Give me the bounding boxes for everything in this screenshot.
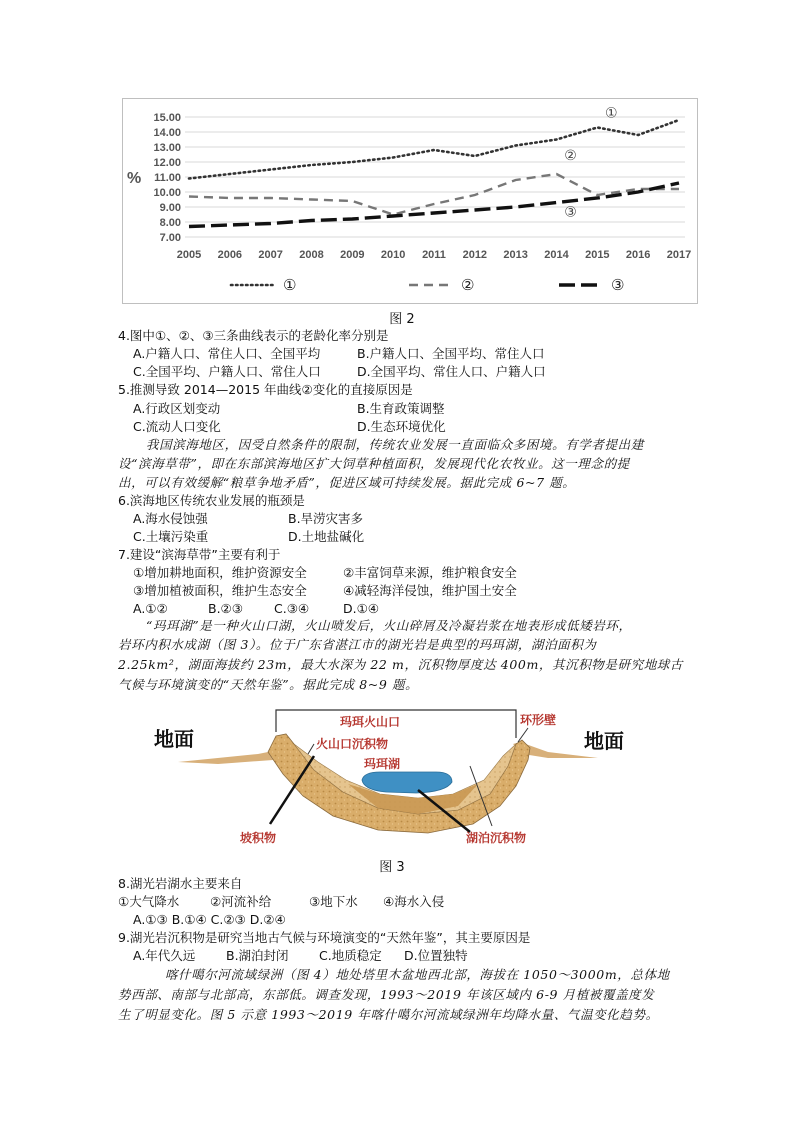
x-tick-2005: 2005 bbox=[176, 249, 202, 261]
q9-option-c: C.地质稳定 bbox=[319, 948, 382, 963]
passage-1-line-3: 出，可以有效缓解“粮草争地矛盾”，促进区域可持续发展。据此完成 6~7 题。 bbox=[118, 475, 576, 490]
maar-lake-water bbox=[362, 772, 452, 793]
x-tick-2014: 2014 bbox=[544, 249, 569, 261]
y-tick-15.00: 15.00 bbox=[153, 112, 181, 124]
maar-crater-label: 玛珥火山口 bbox=[340, 715, 401, 729]
crater-deposit-label: 火山口沉积物 bbox=[316, 737, 389, 751]
x-tick-2008: 2008 bbox=[299, 249, 324, 261]
question-6-stem: 6.滨海地区传统农业发展的瓶颈是 bbox=[118, 493, 305, 508]
x-tick-2013: 2013 bbox=[503, 249, 528, 261]
legend-label-1: ① bbox=[283, 276, 297, 294]
ground-right-label: 地面 bbox=[584, 731, 624, 753]
series-label-2: ② bbox=[564, 148, 577, 164]
q6-option-b: B.旱涝灾害多 bbox=[288, 511, 364, 526]
y-tick-9.00: 9.00 bbox=[159, 202, 181, 214]
y-tick-12.00: 12.00 bbox=[153, 157, 181, 169]
passage-2-line-4: 气候与环境演变的“天然年鉴”。据此完成 8~9 题。 bbox=[118, 677, 419, 692]
aging-rate-line-chart bbox=[123, 99, 697, 303]
x-tick-labels bbox=[177, 249, 691, 261]
legend-label-3: ③ bbox=[611, 276, 625, 294]
question-5-stem: 5.推测导致 2014—2015 年曲线②变化的直接原因是 bbox=[118, 382, 413, 397]
q7-option-c: C.③④ bbox=[274, 601, 310, 616]
slope-deposit-label: 坡积物 bbox=[240, 831, 277, 845]
y-tick-10.00: 10.00 bbox=[153, 187, 181, 199]
ring-wall-label: 环形壁 bbox=[520, 713, 557, 727]
question-9-stem: 9.湖光岩沉积物是研究当地古气候与环境演变的“天然年鉴”，其主要原因是 bbox=[118, 930, 531, 945]
maar-lake-label: 玛珥湖 bbox=[364, 757, 401, 771]
passage-3-line-3: 生了明显变化。图 5 示意 1993～2019 年喀什噶尔河流域绿洲年均降水量、气温变化趋势。 bbox=[118, 1007, 659, 1022]
ground-left-surface bbox=[178, 752, 273, 764]
passage-1-line-1: 我国滨海地区，因受自然条件的限制，传统农业发展一直面临众多困境。有学者提出建 bbox=[146, 437, 644, 452]
chart-grid bbox=[185, 117, 685, 237]
crater-deposit-leader bbox=[308, 744, 314, 754]
q8-statement-3: ③地下水 bbox=[309, 894, 358, 909]
q4-option-d: D.全国平均、常住人口、户籍人口 bbox=[357, 364, 546, 379]
figure-3-maar-lake-diagram bbox=[118, 700, 678, 850]
series-line-2 bbox=[189, 174, 679, 215]
q8-choices: A.①③ B.①④ C.②③ D.②④ bbox=[133, 912, 286, 927]
q6-option-c: C.土壤污染重 bbox=[133, 529, 209, 544]
lake-deposit-label: 湖泊沉积物 bbox=[466, 831, 527, 845]
y-tick-labels bbox=[153, 112, 181, 244]
x-tick-2009: 2009 bbox=[340, 249, 365, 261]
q7-statement-4: ④减轻海洋侵蚀，维护国土安全 bbox=[343, 583, 517, 598]
q7-option-a: A.①② bbox=[133, 601, 168, 616]
x-tick-2012: 2012 bbox=[462, 249, 488, 261]
q5-option-d: D.生态环境优化 bbox=[357, 419, 446, 434]
passage-3-line-2: 势西部、南部与北部高，东部低。调查发现，1993～2019 年该区域内 6-9 月植被覆盖度发 bbox=[118, 987, 655, 1002]
q9-option-b: B.湖泊封闭 bbox=[226, 948, 289, 963]
legend-label-2: ② bbox=[461, 276, 475, 294]
x-tick-2017: 2017 bbox=[666, 249, 692, 261]
q6-option-a: A.海水侵蚀强 bbox=[133, 511, 208, 526]
q7-statement-2: ②丰富饲草来源，维护粮食安全 bbox=[343, 565, 517, 580]
q5-option-b: B.生育政策调整 bbox=[357, 401, 445, 416]
passage-1-line-2: 设“滨海草带”，即在东部滨海地区扩大饲草种植面积，发展现代化农牧业。这一理念的提 bbox=[118, 456, 630, 471]
figure-2-caption: 图 2 bbox=[389, 312, 415, 327]
y-tick-11.00: 11.00 bbox=[154, 172, 181, 184]
q5-option-a: A.行政区划变动 bbox=[133, 401, 221, 416]
y-tick-8.00: 8.00 bbox=[159, 217, 181, 229]
q7-statement-1: ①增加耕地面积，维护资源安全 bbox=[133, 565, 307, 580]
q7-option-b: B.②③ bbox=[208, 601, 243, 616]
y-tick-14.00: 14.00 bbox=[153, 127, 181, 139]
question-4-stem: 4.图中①、②、③三条曲线表示的老龄化率分别是 bbox=[118, 328, 389, 343]
q7-option-d: D.①④ bbox=[343, 601, 380, 616]
y-tick-7.00: 7.00 bbox=[159, 232, 181, 244]
q9-option-d: D.位置独特 bbox=[404, 948, 468, 963]
x-tick-2011: 2011 bbox=[422, 249, 446, 261]
q9-option-a: A.年代久远 bbox=[133, 948, 196, 963]
q6-option-d: D.土地盐碱化 bbox=[288, 529, 365, 544]
q7-statement-3: ③增加植被面积，维护生态安全 bbox=[133, 583, 307, 598]
figure-3-caption: 图 3 bbox=[379, 860, 405, 875]
q8-statement-2: ②河流补给 bbox=[210, 894, 272, 909]
y-axis-label: % bbox=[127, 170, 142, 187]
question-7-stem: 7.建设“滨海草带”主要有利于 bbox=[118, 547, 281, 562]
y-tick-13.00: 13.00 bbox=[153, 142, 181, 154]
question-8-stem: 8.湖光岩湖水主要来自 bbox=[118, 876, 243, 891]
q8-statement-1: ①大气降水 bbox=[118, 894, 180, 909]
passage-2-line-1: “玛珥湖”是一种火山口湖，火山喷发后，火山碎屑及冷凝岩浆在地表形成低矮岩环， bbox=[146, 618, 632, 633]
x-tick-2016: 2016 bbox=[625, 249, 651, 261]
q5-option-c: C.流动人口变化 bbox=[133, 419, 221, 434]
ground-left-label: 地面 bbox=[154, 729, 194, 751]
series-line-1 bbox=[189, 120, 679, 179]
q4-option-c: C.全国平均、户籍人口、常住人口 bbox=[133, 364, 321, 379]
ring-leader bbox=[518, 728, 528, 742]
passage-2-line-3: 2.25km²，湖面海拔约 23m，最大水深为 22 m，沉积物厚度达 400m，其沉积物是研究地球古 bbox=[118, 657, 683, 672]
x-tick-2010: 2010 bbox=[380, 249, 406, 261]
chart-series bbox=[189, 106, 679, 227]
x-tick-2006: 2006 bbox=[217, 249, 243, 261]
figure-2-chart bbox=[122, 98, 698, 304]
series-label-1: ① bbox=[605, 105, 618, 122]
series-label-3: ③ bbox=[564, 204, 577, 221]
x-tick-2015: 2015 bbox=[585, 249, 610, 261]
x-tick-2007: 2007 bbox=[258, 249, 283, 261]
passage-3-line-1: 喀什噶尔河流域绿洲（图 4）地处塔里木盆地西北部，海拔在 1050～3000m，总体地 bbox=[165, 967, 670, 982]
q4-option-b: B.户籍人口、全国平均、常住人口 bbox=[357, 346, 545, 361]
q4-option-a: A.户籍人口、常住人口、全国平均 bbox=[133, 346, 321, 361]
chart-legend bbox=[231, 276, 624, 294]
q8-statement-4: ④海水入侵 bbox=[383, 894, 445, 909]
passage-2-line-2: 岩环内积水成湖（图 3）。位于广东省湛江市的湖光岩是典型的玛珥湖，湖泊面积为 bbox=[118, 637, 597, 652]
